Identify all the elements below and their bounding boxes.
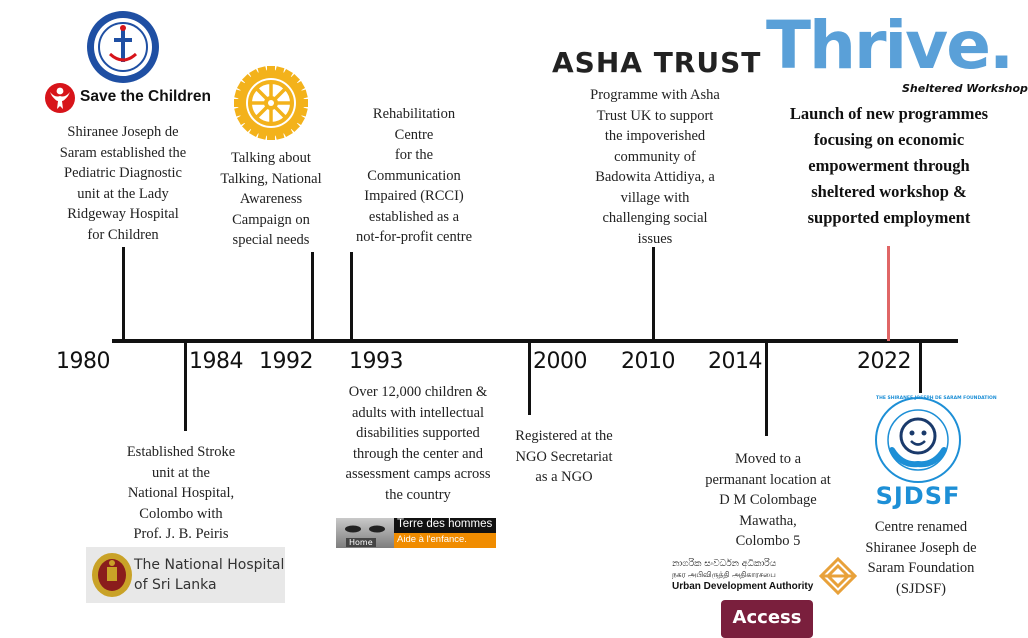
save-the-children-text: Save the Children xyxy=(80,88,211,105)
uda-logo xyxy=(672,559,842,593)
tick-1993 xyxy=(350,252,353,341)
tdh-tagline: Aide à l'enfance. xyxy=(397,534,467,545)
uda-emblem-icon xyxy=(818,556,858,596)
year-2014: 2014 xyxy=(708,349,762,374)
tick-1980 xyxy=(122,247,125,341)
tdh-home-label: Home xyxy=(346,538,376,547)
tick-2010 xyxy=(652,247,655,341)
asha-trust-logo: ASHA TRUST xyxy=(552,46,762,79)
thrive-subtitle: Sheltered Workshop xyxy=(902,82,1028,95)
terre-des-hommes-logo xyxy=(336,518,496,548)
year-2000: 2000 xyxy=(533,349,587,374)
sjdsf-logo xyxy=(862,396,997,514)
event-2014: Moved to a permanant location at D M Colombage Mawatha, Colombo 5 xyxy=(705,451,831,549)
sjdsf-text: SJDSF xyxy=(875,482,961,510)
event-2000: Registered at the NGO Secretariat as a NGO xyxy=(515,428,613,485)
tick-2022-top xyxy=(887,246,890,341)
national-hospital-line2: of Sri Lanka xyxy=(134,577,217,593)
save-the-children-logo xyxy=(44,82,214,114)
tdh-photo xyxy=(336,518,394,548)
year-1993: 1993 xyxy=(349,349,403,374)
lrh-crest-logo xyxy=(86,10,160,84)
national-hospital-logo xyxy=(86,547,285,603)
uda-sinhala: නාගරික සංවර්ධන අධිකාරිය xyxy=(672,559,777,569)
year-1980: 1980 xyxy=(56,349,110,374)
tick-1984 xyxy=(184,341,187,431)
year-2022: 2022 xyxy=(857,349,911,374)
event-2010: Programme with Asha Trust UK to support the impoverished community of Badowita Attidiya, a village with challenging social issues xyxy=(590,87,720,247)
event-1980: Shiranee Joseph de Saram established the Pediatric Diagnostic unit at the Lady Ridgeway Hospital for Children xyxy=(59,124,187,243)
national-hospital-line1: The National Hospital xyxy=(134,557,285,573)
tick-1992 xyxy=(311,252,314,341)
event-1993-bottom: Over 12,000 children & adults with intellectual disabilities supported through the center and assessment camps across the country xyxy=(345,384,491,503)
event-1993-top: Rehabilitation Centre for the Communication Impaired (RCCI) established as a not-for-profit centre xyxy=(355,106,473,245)
uda-tamil: நகர அபிவிருத்தி அதிகாரசபை xyxy=(672,570,776,579)
timeline-axis xyxy=(112,339,958,343)
event-2022-top: Launch of new programmes focusing on economic empowerment through sheltered workshop & supported employment xyxy=(789,104,989,227)
tick-2022-bottom xyxy=(919,341,922,393)
event-1992: Talking about Talking, National Awareness Campaign on special needs xyxy=(220,150,322,248)
rotary-logo xyxy=(234,66,308,140)
year-1992: 1992 xyxy=(259,349,313,374)
tick-2014 xyxy=(765,341,768,436)
access-text: Access xyxy=(732,607,802,628)
thrive-logo: Thrive. xyxy=(766,7,1013,84)
year-1984: 1984 xyxy=(189,349,243,374)
tdh-name: Terre des hommes xyxy=(397,518,493,530)
event-1984: Established Stroke unit at the National Hospital, Colombo with Prof. J. B. Peiris xyxy=(126,444,236,542)
uda-english: Urban Development Authority xyxy=(672,581,814,592)
event-2022-bottom: Centre renamed Shiranee Joseph de Saram Foundation (SJDSF) xyxy=(865,519,977,597)
tick-2000 xyxy=(528,341,531,415)
access-logo xyxy=(721,600,813,638)
year-2010: 2010 xyxy=(621,349,675,374)
sjdsf-ring-text: THE SHIRANEE JOSEPH DE SARAM FOUNDATION xyxy=(876,396,997,401)
